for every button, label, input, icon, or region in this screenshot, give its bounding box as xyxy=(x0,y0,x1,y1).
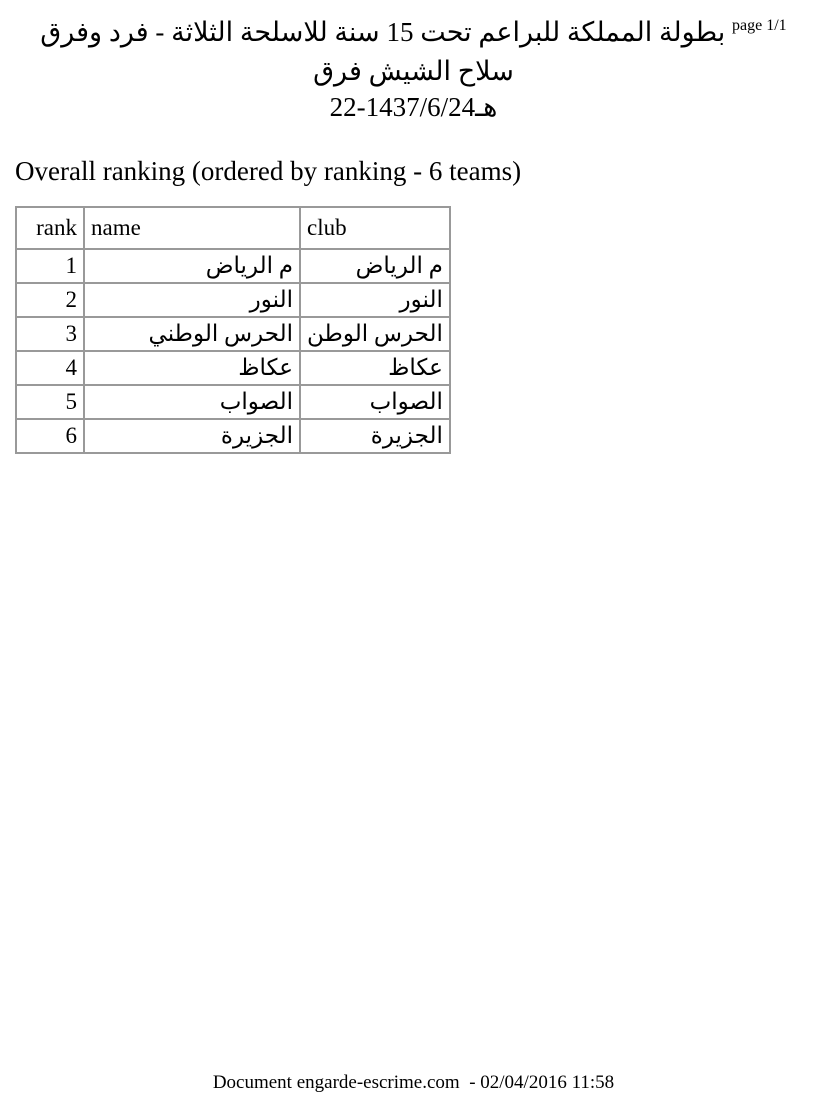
document-title-text: بطولة المملكة للبراعم تحت 15 سنة للاسلحة الثلاثة - فرد وفرق xyxy=(40,17,726,47)
name-text: النور xyxy=(249,287,293,312)
name-text: م الرياض xyxy=(205,253,293,278)
club-cell xyxy=(300,317,450,351)
club-cell xyxy=(300,351,450,385)
rank-cell: 1 xyxy=(16,249,84,283)
club-text: النور xyxy=(399,287,443,312)
rank-cell: 4 xyxy=(16,351,84,385)
club-text: الصواب xyxy=(369,389,443,414)
table-row xyxy=(16,385,450,419)
table-row xyxy=(16,419,450,453)
name-cell xyxy=(84,385,300,419)
name-text: عكاظ xyxy=(238,355,293,380)
document-title xyxy=(0,10,827,48)
table-row xyxy=(16,317,450,351)
name-text: الصواب xyxy=(219,389,293,414)
club-cell xyxy=(300,283,450,317)
table-header-row xyxy=(16,207,450,249)
rank-cell: 5 xyxy=(16,385,84,419)
name-cell xyxy=(84,283,300,317)
club-cell xyxy=(300,249,450,283)
column-header-name: name xyxy=(84,207,300,249)
table-row xyxy=(16,249,450,283)
column-header-club: club xyxy=(300,207,450,249)
club-text: عكاظ xyxy=(388,355,443,380)
name-text: الجزيرة xyxy=(220,423,293,448)
name-cell xyxy=(84,351,300,385)
name-cell xyxy=(84,249,300,283)
table-row xyxy=(16,351,450,385)
club-text: الجزيرة xyxy=(370,423,443,448)
table-row xyxy=(16,283,450,317)
document-footer: Document engarde-escrime.com - 02/04/2016 11:58 xyxy=(212,1072,615,1093)
club-cell xyxy=(300,385,450,419)
rank-cell: 2 xyxy=(16,283,84,317)
name-cell xyxy=(84,419,300,453)
page-indicator: page 1/1 xyxy=(732,17,787,34)
name-text: الحرس الوطني xyxy=(148,321,293,346)
ranking-table xyxy=(15,206,451,454)
ranking-heading: Overall ranking (ordered by ranking - 6 teams) xyxy=(15,156,522,186)
weapon-category: سلاح الشيش فرق xyxy=(313,56,514,86)
column-header-rank: rank xyxy=(16,207,84,249)
rank-cell: 6 xyxy=(16,419,84,453)
name-cell xyxy=(84,317,300,351)
club-text: الحرس الوطن xyxy=(307,321,443,346)
club-cell xyxy=(300,419,450,453)
rank-cell: 3 xyxy=(16,317,84,351)
club-text: م الرياض xyxy=(355,253,443,278)
event-date: 22-1437/6/24هـ xyxy=(329,92,498,122)
